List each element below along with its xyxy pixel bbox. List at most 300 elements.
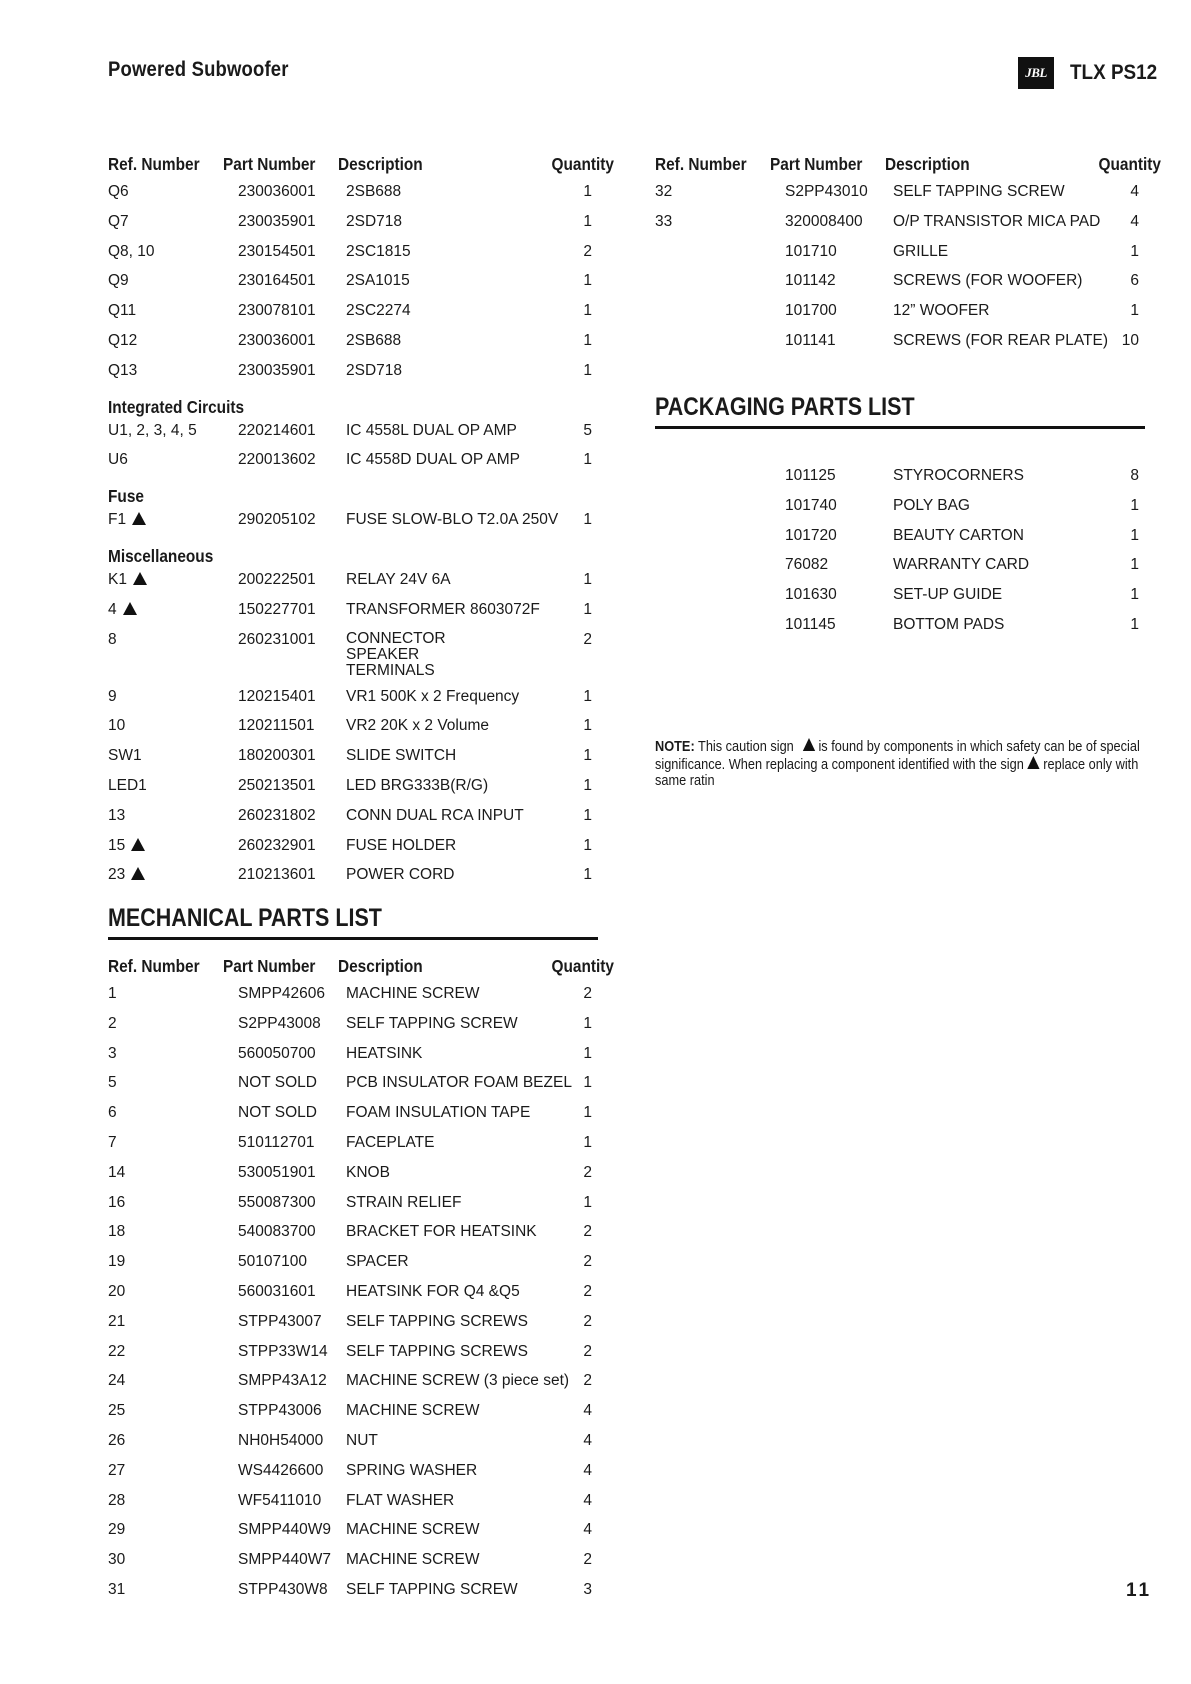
col-header-desc: Description <box>338 153 423 174</box>
note-text-3: replace only with same ratin <box>655 756 1139 789</box>
electrical-parts-section <box>108 148 614 893</box>
qty-cell: 1 <box>1130 302 1139 320</box>
table-row <box>108 1548 598 1578</box>
desc-cell: RELAY 24V 6A <box>346 570 451 588</box>
qty-cell: 1 <box>1130 615 1139 633</box>
col-header-qty: Quantity <box>1098 153 1161 174</box>
ic-table <box>108 419 598 479</box>
col-header-part: Part Number <box>770 153 863 174</box>
ref-cell: Q6 <box>108 183 129 200</box>
table-row <box>108 863 598 893</box>
qty-cell: 1 <box>583 1074 592 1092</box>
part-cell: SMPP440W9 <box>238 1521 332 1539</box>
desc-cell: WARRANTY CARD <box>893 556 1030 574</box>
part-cell: 76082 <box>785 556 829 574</box>
ref-cell <box>655 553 770 583</box>
jbl-logo: JBL <box>1018 57 1054 89</box>
qty-cell: 2 <box>583 1551 592 1569</box>
model-name: TLX PS12 <box>1070 61 1158 84</box>
desc-cell: SELF TAPPING SCREW <box>346 1014 518 1032</box>
caution-note <box>655 738 1160 790</box>
part-cell: STPP43006 <box>238 1402 322 1420</box>
ref-cell: 7 <box>108 1133 117 1151</box>
qty-cell: 2 <box>583 630 592 648</box>
qty-cell: 1 <box>583 451 592 469</box>
desc-cell: SPACER <box>346 1253 409 1271</box>
table-row <box>108 834 598 864</box>
table-row <box>108 1429 598 1459</box>
ref-cell: 13 <box>108 806 126 824</box>
page-header-title: Powered Subwoofer <box>108 58 289 81</box>
table-row <box>108 1042 598 1072</box>
col-header-qty: Quantity <box>551 955 614 976</box>
table-row <box>108 1131 598 1161</box>
part-cell: 101125 <box>785 467 836 484</box>
ref-cell <box>655 240 770 270</box>
table-row <box>108 598 598 628</box>
qty-cell: 1 <box>583 836 592 854</box>
table-row <box>108 1280 598 1310</box>
qty-cell: 1 <box>583 1014 592 1032</box>
qty-cell: 2 <box>583 1253 592 1271</box>
table-row <box>108 299 598 329</box>
miscellaneous-heading: Miscellaneous <box>108 545 214 566</box>
qty-cell: 1 <box>1130 586 1139 604</box>
desc-cell: PCB INSULATOR FOAM BEZEL <box>346 1074 572 1092</box>
part-cell: 510112701 <box>238 1133 315 1151</box>
desc-cell: O/P TRANSISTOR MICA PAD <box>893 212 1101 230</box>
ref-cell <box>655 269 770 299</box>
part-cell: NH0H54000 <box>238 1431 324 1449</box>
table-row <box>655 269 1145 299</box>
ref-cell: 1 <box>108 985 117 1002</box>
part-cell: 320008400 <box>785 212 863 230</box>
ref-cell: 25 <box>108 1402 126 1420</box>
desc-cell: POLY BAG <box>893 496 970 514</box>
part-cell: 230036001 <box>238 331 316 349</box>
desc-cell: SCREWS (FOR WOOFER) <box>893 272 1083 290</box>
ref-cell <box>655 299 770 329</box>
col-header-ref: Ref. Number <box>108 153 200 174</box>
desc-cell: GRILLE <box>893 242 949 260</box>
part-cell: 101710 <box>785 242 837 260</box>
qty-cell: 1 <box>583 687 592 705</box>
desc-cell: IC 4558D DUAL OP AMP <box>346 451 521 469</box>
qty-cell: 4 <box>583 1491 592 1509</box>
table-row <box>108 1012 598 1042</box>
table-row <box>655 613 1145 643</box>
table-row <box>108 774 598 804</box>
part-cell: 230154501 <box>238 242 316 260</box>
mechanical-table <box>108 950 614 1608</box>
ref-cell: 23 <box>108 863 223 893</box>
part-cell: 180200301 <box>238 747 316 765</box>
desc-cell: IC 4558L DUAL OP AMP <box>346 421 517 439</box>
desc-cell: 2SB688 <box>346 183 402 200</box>
desc-cell: FACEPLATE <box>346 1133 435 1151</box>
page-number: 11 <box>1126 1580 1153 1601</box>
transistor-table <box>108 148 614 389</box>
table-row <box>108 1101 598 1131</box>
qty-cell: 1 <box>1130 526 1139 544</box>
ref-cell: 2 <box>108 1014 117 1032</box>
desc-cell: FLAT WASHER <box>346 1491 455 1509</box>
qty-cell: 1 <box>583 806 592 824</box>
qty-cell: 4 <box>1130 183 1139 200</box>
table-row <box>108 1161 598 1191</box>
desc-cell: CONN DUAL RCA INPUT <box>346 806 524 824</box>
table-row <box>108 1459 598 1489</box>
ref-cell <box>655 464 770 494</box>
qty-cell: 1 <box>583 212 592 230</box>
table-row <box>108 1369 598 1399</box>
desc-cell: 2SB688 <box>346 331 402 349</box>
ref-cell: 6 <box>108 1104 117 1122</box>
ref-cell: 32 <box>655 183 673 200</box>
ref-cell: Q9 <box>108 272 129 290</box>
qty-cell: 1 <box>583 302 592 320</box>
part-cell: 290205102 <box>238 511 316 529</box>
part-cell: 250213501 <box>238 776 316 794</box>
table-row <box>108 329 598 359</box>
desc-cell: STRAIN RELIEF <box>346 1193 462 1211</box>
part-cell: 120215401 <box>238 687 316 705</box>
qty-cell: 1 <box>583 600 592 618</box>
desc-cell: STYROCORNERS <box>893 467 1024 484</box>
table-row <box>655 240 1145 270</box>
table-row <box>655 553 1145 583</box>
qty-cell: 1 <box>1130 496 1139 514</box>
ref-cell: Q7 <box>108 212 129 230</box>
qty-cell: 4 <box>583 1431 592 1449</box>
table-row <box>655 524 1145 554</box>
ref-cell: 8 <box>108 630 117 648</box>
desc-cell: SLIDE SWITCH <box>346 747 457 765</box>
part-cell: 210213601 <box>238 866 316 884</box>
table-header-row <box>655 148 1145 180</box>
desc-cell: MACHINE SCREW (3 piece set) <box>346 1372 570 1390</box>
part-cell: 101720 <box>785 526 837 544</box>
part-cell: 540083700 <box>238 1223 316 1241</box>
ref-cell: 28 <box>108 1491 126 1509</box>
desc-cell: 2SD718 <box>346 212 403 230</box>
qty-cell: 4 <box>583 1461 592 1479</box>
part-cell: SMPP440W7 <box>238 1551 332 1569</box>
mechanical-parts-title: MECHANICAL PARTS LIST <box>108 904 598 940</box>
desc-cell: BRACKET FOR HEATSINK <box>346 1223 537 1241</box>
mechanical-parts-section <box>108 904 614 1608</box>
table-row <box>655 494 1145 524</box>
packaging-parts-title: PACKAGING PARTS LIST <box>655 393 1145 429</box>
part-cell: S2PP43008 <box>238 1014 321 1032</box>
qty-cell: 1 <box>583 183 592 200</box>
desc-cell: FUSE SLOW-BLO T2.0A 250V <box>346 511 559 529</box>
part-cell: NOT SOLD <box>238 1074 317 1092</box>
qty-cell: 2 <box>583 985 592 1002</box>
table-row <box>655 180 1145 210</box>
fuse-heading: Fuse <box>108 486 144 507</box>
ref-cell: 29 <box>108 1521 126 1539</box>
desc-cell: FOAM INSULATION TAPE <box>346 1104 531 1122</box>
table-row <box>108 240 598 270</box>
qty-cell: 2 <box>583 1312 592 1330</box>
col-header-ref: Ref. Number <box>655 153 747 174</box>
desc-cell: MACHINE SCREW <box>346 1521 480 1539</box>
table-row <box>108 448 598 478</box>
part-cell: 230035901 <box>238 361 316 379</box>
desc-cell: TRANSFORMER 8603072F <box>346 600 540 618</box>
ref-cell <box>655 494 770 524</box>
qty-cell: 2 <box>583 1223 592 1241</box>
table-row <box>108 1578 598 1608</box>
table-row <box>655 464 1145 494</box>
ref-cell: 15 <box>108 834 223 864</box>
qty-cell: 2 <box>583 1282 592 1300</box>
qty-cell: 1 <box>583 570 592 588</box>
table-row <box>108 1191 598 1221</box>
ref-cell: 3 <box>108 1044 117 1062</box>
qty-cell: 1 <box>1130 556 1139 574</box>
qty-cell: 2 <box>583 1342 592 1360</box>
ref-cell: SW1 <box>108 747 142 765</box>
table-row <box>108 269 598 299</box>
part-cell: 200222501 <box>238 570 316 588</box>
part-cell: 220214601 <box>238 421 316 439</box>
qty-cell: 1 <box>583 747 592 765</box>
qty-cell: 1 <box>583 272 592 290</box>
table-row <box>108 1310 598 1340</box>
qty-cell: 6 <box>1130 272 1139 290</box>
ref-cell: 4 <box>108 598 223 628</box>
mechanical-continued-table <box>655 148 1161 359</box>
ref-cell: 14 <box>108 1163 126 1181</box>
col-header-qty: Quantity <box>551 153 614 174</box>
ref-cell: 26 <box>108 1431 126 1449</box>
caution-icon <box>803 738 815 751</box>
part-cell: STPP33W14 <box>238 1342 328 1360</box>
caution-icon <box>123 602 137 615</box>
desc-cell: 2SC2274 <box>346 302 411 320</box>
part-cell: 230035901 <box>238 212 316 230</box>
table-row <box>108 982 598 1012</box>
ref-cell: Q13 <box>108 361 138 379</box>
caution-icon <box>132 512 146 525</box>
qty-cell: 1 <box>583 1104 592 1122</box>
table-row <box>108 1518 598 1548</box>
table-row <box>655 583 1145 613</box>
ref-cell: U1, 2, 3, 4, 5 <box>108 421 197 439</box>
part-cell: 230164501 <box>238 272 316 290</box>
desc-cell: CONNECTOR SPEAKER TERMINALS <box>346 629 446 679</box>
qty-cell: 1 <box>583 717 592 735</box>
table-row <box>108 359 598 389</box>
ref-cell: 22 <box>108 1342 126 1360</box>
ref-cell: 33 <box>655 212 673 230</box>
part-cell: 50107100 <box>238 1253 307 1271</box>
desc-cell: SELF TAPPING SCREWS <box>346 1312 529 1330</box>
ref-cell: 16 <box>108 1193 126 1211</box>
qty-cell: 1 <box>583 776 592 794</box>
desc-cell: 2SA1015 <box>346 272 410 290</box>
qty-cell: 1 <box>583 511 592 529</box>
part-cell: 230078101 <box>238 302 316 320</box>
desc-cell: 12” WOOFER <box>893 302 990 320</box>
part-cell: STPP430W8 <box>238 1580 328 1598</box>
ref-cell: Q8, 10 <box>108 242 155 260</box>
part-cell: 550087300 <box>238 1193 316 1211</box>
ref-cell: 24 <box>108 1372 126 1390</box>
desc-cell: MACHINE SCREW <box>346 985 480 1002</box>
ref-cell: 9 <box>108 687 117 705</box>
desc-cell: FUSE HOLDER <box>346 836 457 854</box>
ref-cell: 19 <box>108 1253 126 1271</box>
table-header-row <box>108 148 598 180</box>
qty-cell: 4 <box>583 1521 592 1539</box>
desc-cell: SET-UP GUIDE <box>893 586 1003 604</box>
qty-cell: 3 <box>583 1580 592 1598</box>
qty-cell: 4 <box>1130 212 1139 230</box>
qty-cell: 2 <box>583 1163 592 1181</box>
ref-cell: 21 <box>108 1312 126 1330</box>
note-label: NOTE: <box>655 739 695 755</box>
qty-cell: 1 <box>583 1193 592 1211</box>
part-cell: STPP43007 <box>238 1312 322 1330</box>
table-row <box>108 1399 598 1429</box>
part-cell: 260232901 <box>238 836 316 854</box>
ref-cell: 5 <box>108 1074 117 1092</box>
qty-cell: 1 <box>583 1044 592 1062</box>
ref-cell: U6 <box>108 451 128 469</box>
table-row <box>108 804 598 834</box>
part-cell: WS4426600 <box>238 1461 324 1479</box>
ref-cell: Q12 <box>108 331 138 349</box>
table-row <box>108 180 598 210</box>
qty-cell: 1 <box>583 361 592 379</box>
desc-cell: MACHINE SCREW <box>346 1402 480 1420</box>
table-row <box>108 628 598 685</box>
page-header-brand <box>1018 56 1167 90</box>
desc-cell: VR2 20K x 2 Volume <box>346 717 490 735</box>
part-cell: 101141 <box>785 331 836 349</box>
part-cell: 101700 <box>785 302 837 320</box>
integrated-circuits-heading: Integrated Circuits <box>108 396 245 417</box>
part-cell: 150227701 <box>238 600 316 618</box>
table-row <box>108 1250 598 1280</box>
caution-icon <box>131 867 145 880</box>
caution-icon <box>133 572 147 585</box>
ref-cell: LED1 <box>108 776 147 794</box>
ref-cell <box>655 613 770 643</box>
note-text-2: is found by components in which safety can be of special significance. When replacing a component identified with the sign <box>655 739 1140 773</box>
desc-cell: SELF TAPPING SCREW <box>893 183 1065 200</box>
desc-cell: SCREWS (FOR REAR PLATE) <box>893 331 1109 349</box>
desc-cell: SELF TAPPING SCREWS <box>346 1342 529 1360</box>
desc-cell: MACHINE SCREW <box>346 1551 480 1569</box>
table-row <box>108 210 598 240</box>
table-header-row <box>108 950 598 982</box>
col-header-part: Part Number <box>223 955 316 976</box>
fuse-table <box>108 508 598 538</box>
desc-cell: 2SC1815 <box>346 242 411 260</box>
misc-table <box>108 568 598 893</box>
ref-cell: Q11 <box>108 302 137 320</box>
col-header-desc: Description <box>338 955 423 976</box>
part-cell: 101630 <box>785 586 837 604</box>
desc-cell: HEATSINK FOR Q4 &Q5 <box>346 1282 520 1300</box>
part-cell: NOT SOLD <box>238 1104 317 1122</box>
desc-cell: POWER CORD <box>346 866 455 884</box>
packaging-table <box>655 464 1145 643</box>
qty-cell: 1 <box>583 1133 592 1151</box>
part-cell: 260231001 <box>238 630 316 648</box>
qty-cell: 8 <box>1130 467 1139 484</box>
packaging-parts-section <box>655 393 1145 643</box>
part-cell: SMPP42606 <box>238 985 326 1002</box>
table-row <box>108 1071 598 1101</box>
part-cell: 230036001 <box>238 183 316 200</box>
table-row <box>108 1340 598 1370</box>
mechanical-continued-section <box>655 148 1161 359</box>
desc-cell: BOTTOM PADS <box>893 615 1005 633</box>
qty-cell: 5 <box>583 421 592 439</box>
ref-cell: K1 <box>108 568 223 598</box>
desc-cell: HEATSINK <box>346 1044 423 1062</box>
desc-cell: SPRING WASHER <box>346 1461 478 1479</box>
desc-cell: VR1 500K x 2 Frequency <box>346 687 520 705</box>
qty-cell: 1 <box>583 866 592 884</box>
desc-cell: LED BRG333B(R/G) <box>346 776 489 794</box>
desc-cell: BEAUTY CARTON <box>893 526 1024 544</box>
part-cell: 560031601 <box>238 1282 316 1300</box>
table-row <box>108 685 598 715</box>
table-row <box>108 744 598 774</box>
ref-cell <box>655 329 770 359</box>
part-cell: 220013602 <box>238 451 316 469</box>
ref-cell: 20 <box>108 1282 126 1300</box>
caution-icon <box>1027 756 1039 769</box>
desc-cell: SELF TAPPING SCREW <box>346 1580 518 1598</box>
col-header-ref: Ref. Number <box>108 955 200 976</box>
table-row <box>108 508 598 538</box>
part-cell: 101740 <box>785 496 837 514</box>
part-cell: 101145 <box>785 615 836 633</box>
part-cell: WF5411010 <box>238 1491 322 1509</box>
ref-cell: 18 <box>108 1223 126 1241</box>
qty-cell: 2 <box>583 1372 592 1390</box>
ref-cell <box>655 524 770 554</box>
table-row <box>108 714 598 744</box>
desc-cell: NUT <box>346 1431 378 1449</box>
part-cell: 530051901 <box>238 1163 316 1181</box>
caution-icon <box>131 838 145 851</box>
note-text-1: This caution sign <box>698 739 794 755</box>
col-header-desc: Description <box>885 153 970 174</box>
part-cell: 101142 <box>785 272 836 290</box>
part-cell: 560050700 <box>238 1044 316 1062</box>
ref-cell: 30 <box>108 1551 126 1569</box>
qty-cell: 1 <box>1130 242 1139 260</box>
ref-cell: 27 <box>108 1461 126 1479</box>
table-row <box>108 1489 598 1519</box>
ref-cell: 31 <box>108 1580 126 1598</box>
table-row <box>655 329 1145 359</box>
ref-cell <box>655 583 770 613</box>
desc-cell: 2SD718 <box>346 361 403 379</box>
table-row <box>655 210 1145 240</box>
qty-cell: 4 <box>583 1402 592 1420</box>
ref-cell: F1 <box>108 508 223 538</box>
table-row <box>108 1220 598 1250</box>
